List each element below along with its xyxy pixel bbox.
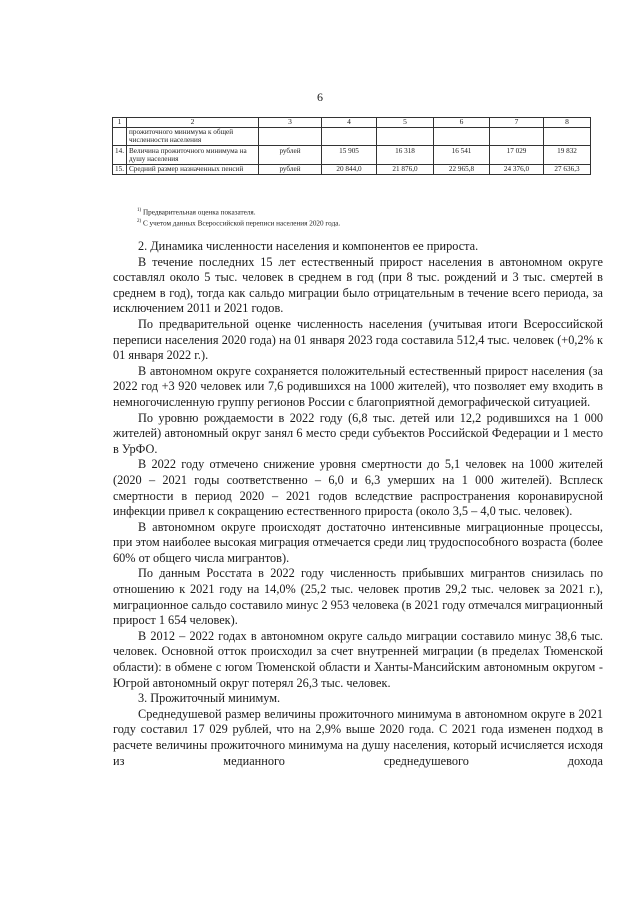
- table-row: [113, 127, 591, 146]
- indicator-name: Величина прожиточного минимума на душу населения: [127, 146, 259, 165]
- section-heading: 3. Прожиточный минимум.: [138, 691, 281, 706]
- value-cell: 24 376,0: [490, 164, 544, 174]
- value-cell: 17 029: [490, 146, 544, 165]
- table-header-row: [113, 118, 591, 128]
- header-cell: 4: [322, 118, 377, 128]
- paragraph: В течение последних 15 лет естественный прирост населения в автономном округе составлял около 5 тыс. человек в среднем в год (при 8 тыс. рождений и 3 тыс. смертей в среднем в год), тогда как сальдо миграции было отрицательным в течение всего периода, за исключением 2011 и 2021 годов.: [113, 254, 603, 316]
- header-cell: 1: [113, 118, 127, 128]
- table-row: [113, 164, 591, 174]
- footnote-text: С учетом данных Всероссийской переписи населения 2020 года.: [142, 219, 341, 228]
- table-row: [113, 146, 591, 165]
- unit-cell: рублей: [259, 146, 322, 165]
- footnote-mark: 1): [137, 208, 142, 213]
- unit-cell: рублей: [259, 164, 322, 174]
- value-cell: [544, 127, 591, 146]
- footnote: [137, 206, 340, 217]
- value-cell: 20 844,0: [322, 164, 377, 174]
- header-cell: 5: [377, 118, 434, 128]
- footnote-mark: 2): [137, 219, 142, 225]
- page-number: 6: [317, 90, 323, 104]
- paragraph: В автономном округе происходят достаточно интенсивные миграционные процессы, при этом наиболее высокая миграция отмечается среди лиц трудоспособного возраста (более 60% от общего числа мигрантов).: [113, 519, 603, 565]
- value-cell: 27 636,3: [544, 164, 591, 174]
- paragraph: По предварительной оценке численность населения (учитывая итоги Всероссийской переписи населения 2020 года) на 01 января 2023 года составила 512,4 тыс. человек (+0,2% к 01 января 2022 г.).: [113, 316, 603, 363]
- header-cell: 3: [259, 118, 322, 128]
- footnotes: [137, 206, 340, 229]
- value-cell: 16 541: [434, 146, 490, 165]
- footnote-text: Предварительная оценка показателя.: [142, 208, 256, 217]
- row-number: 15.: [113, 164, 127, 174]
- row-number: 14.: [113, 146, 127, 165]
- header-cell: 8: [544, 118, 591, 128]
- header-cell: 2: [127, 118, 259, 128]
- value-cell: 19 832: [544, 146, 591, 165]
- value-cell: 21 876,0: [377, 164, 434, 174]
- header-cell: 7: [490, 118, 544, 128]
- paragraph: В автономном округе сохраняется положительный естественный прирост населения (за 2022 год +3 920 человек или 7,6 родившихся на 1000 жителей), что позволяет ему входить в немногочисленную группу регионов России с благоприятной демографической ситуацией.: [113, 363, 603, 409]
- value-cell: [377, 127, 434, 146]
- indicator-name: Средний размер назначенных пенсий: [127, 164, 259, 174]
- section-heading: 2. Динамика численности населения и компонентов ее прироста.: [138, 239, 479, 253]
- value-cell: 15 905: [322, 146, 377, 165]
- value-cell: 22 965,8: [434, 164, 490, 174]
- paragraph: В 2022 году отмечено снижение уровня смертности до 5,1 человек на 1000 жителей (2020 – 2021 годы соответственно – 6,0 и 6,3 умерших на 1 000 жителей). Всплеск смертности в период 2020 – 2021 годов вследствие распространения коронавирусной инфекции привел к сокращению естественного прироста (около 3,5 – 4,0 тыс. человек).: [113, 457, 603, 519]
- value-cell: [490, 127, 544, 146]
- document-body: [113, 239, 603, 769]
- paragraph: По уровню рождаемости в 2022 году (6,8 тыс. детей или 12,2 родившихся на 1 000 жителей) автономный округ занял 6 место среди субъектов Российской Федерации и 1 место в УрФО.: [113, 410, 603, 456]
- footnote: [137, 217, 340, 228]
- indicators-table: [112, 117, 591, 175]
- value-cell: [322, 127, 377, 146]
- paragraph: По данным Росстата в 2022 году численность прибывших мигрантов снизилась по отношению к 2021 году на 14,0% (25,2 тыс. человек против 29,2 тыс. человек за 2021 г.), миграционное сальдо составило минус 2 953 человека (в 2021 году отмечался миграционный прирост 1 654 человек).: [113, 566, 603, 628]
- unit-cell: [259, 127, 322, 146]
- row-number: [113, 127, 127, 146]
- paragraph: Среднедушевой размер величины прожиточного минимума в автономном округе в 2021 году составил 17 029 рублей, что на 2,9% выше 2020 года. С 2021 года изменен подход в расчете величины прожиточного минимума на душу населения, который исчисляется исходя из медианного среднедушевого дохода: [113, 706, 603, 768]
- paragraph: В 2012 – 2022 годах в автономном округе сальдо миграции составило минус 38,6 тыс. человек. Основной отток происходил за счет внутренней миграции (в пределах Тюменской области): в обмене с югом Тюменской области и Ханты-Мансийским автономным округом - Югрой автономный округ потерял 26,3 тыс. человек.: [113, 628, 603, 690]
- value-cell: [434, 127, 490, 146]
- value-cell: 16 318: [377, 146, 434, 165]
- header-cell: 6: [434, 118, 490, 128]
- indicator-name: прожиточного минимума к общей численности населения: [127, 127, 259, 146]
